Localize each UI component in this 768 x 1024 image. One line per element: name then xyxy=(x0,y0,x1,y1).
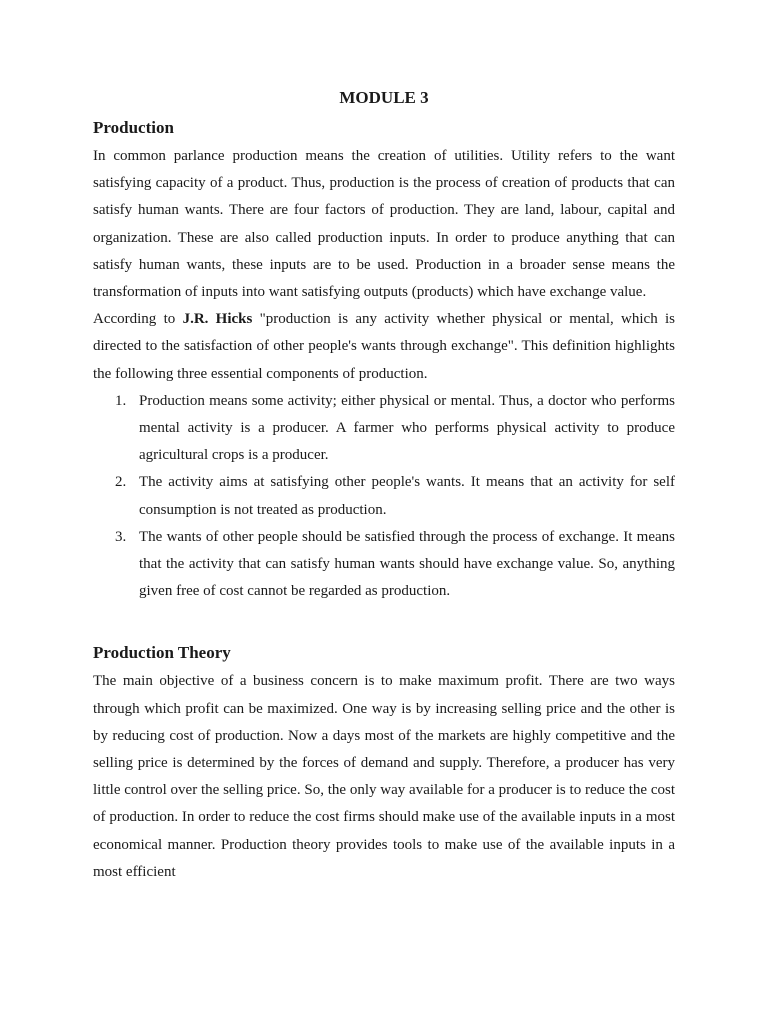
hicks-quote: "production is any activity whether physical or mental, which is directed to the satisfaction of other people's wants through exchange". This definition highlights the following three essential components of production. xyxy=(93,311,675,382)
section-spacer xyxy=(93,605,675,640)
production-theory-heading: Production Theory xyxy=(93,643,231,663)
hicks-definition-paragraph xyxy=(93,306,675,388)
hicks-prefix: According to xyxy=(93,311,183,328)
document-page xyxy=(93,84,675,886)
production-paragraph: In common parlance production means the creation of utilities. Utility refers to the want satisfying capacity of a product. Thus, production is the process of creation of products that can satisfy human wants. There are four factors of production. They are land, labour, capital and organization. These are also called production inputs. In order to produce anything that can satisfy human wants, these inputs are to be used. Production in a broader sense means the transformation of inputs into want satisfying outputs (products) which have exchange value. xyxy=(93,148,675,301)
list-item-text: The activity aims at satisfying other people's wants. It means that an activity for self consumption is not treated as production. xyxy=(139,474,675,518)
module-title: MODULE 3 xyxy=(339,88,429,107)
list-item xyxy=(93,388,675,470)
list-item-number: 3. xyxy=(115,528,127,545)
list-item-text: Production means some activity; either physical or mental. Thus, a doctor who performs mental activity is a producer. A farmer who performs physical activity to produce agricultural crops is a producer. xyxy=(139,392,675,464)
hicks-name: J.R. Hicks xyxy=(182,311,253,328)
production-components-list xyxy=(93,388,675,606)
production-theory-paragraph: The main objective of a business concern is to make maximum profit. There are two ways through which profit can be maximized. One way is by increasing selling price and the other is by reducing cost of production. Now a days most of the markets are highly competitive and the selling price is determined by the forces of demand and supply. Therefore, a producer has very little control over the selling price. So, the only way available for a producer is to reduce the cost of production. In order to reduce the cost firms should make use of the available inputs in a most economical manner. Production theory provides tools to make use of the available inputs in a most efficient xyxy=(93,673,675,880)
list-item-text: The wants of other people should be satisfied through the process of exchange. It means that the activity that can satisfy human wants should have exchange value. So, anything given free of cost cannot be regarded as production. xyxy=(139,528,675,600)
production-heading: Production xyxy=(93,118,174,137)
list-item-number: 2. xyxy=(115,474,127,491)
list-item-number: 1. xyxy=(115,392,127,409)
list-item xyxy=(93,469,675,523)
list-item xyxy=(93,524,675,606)
